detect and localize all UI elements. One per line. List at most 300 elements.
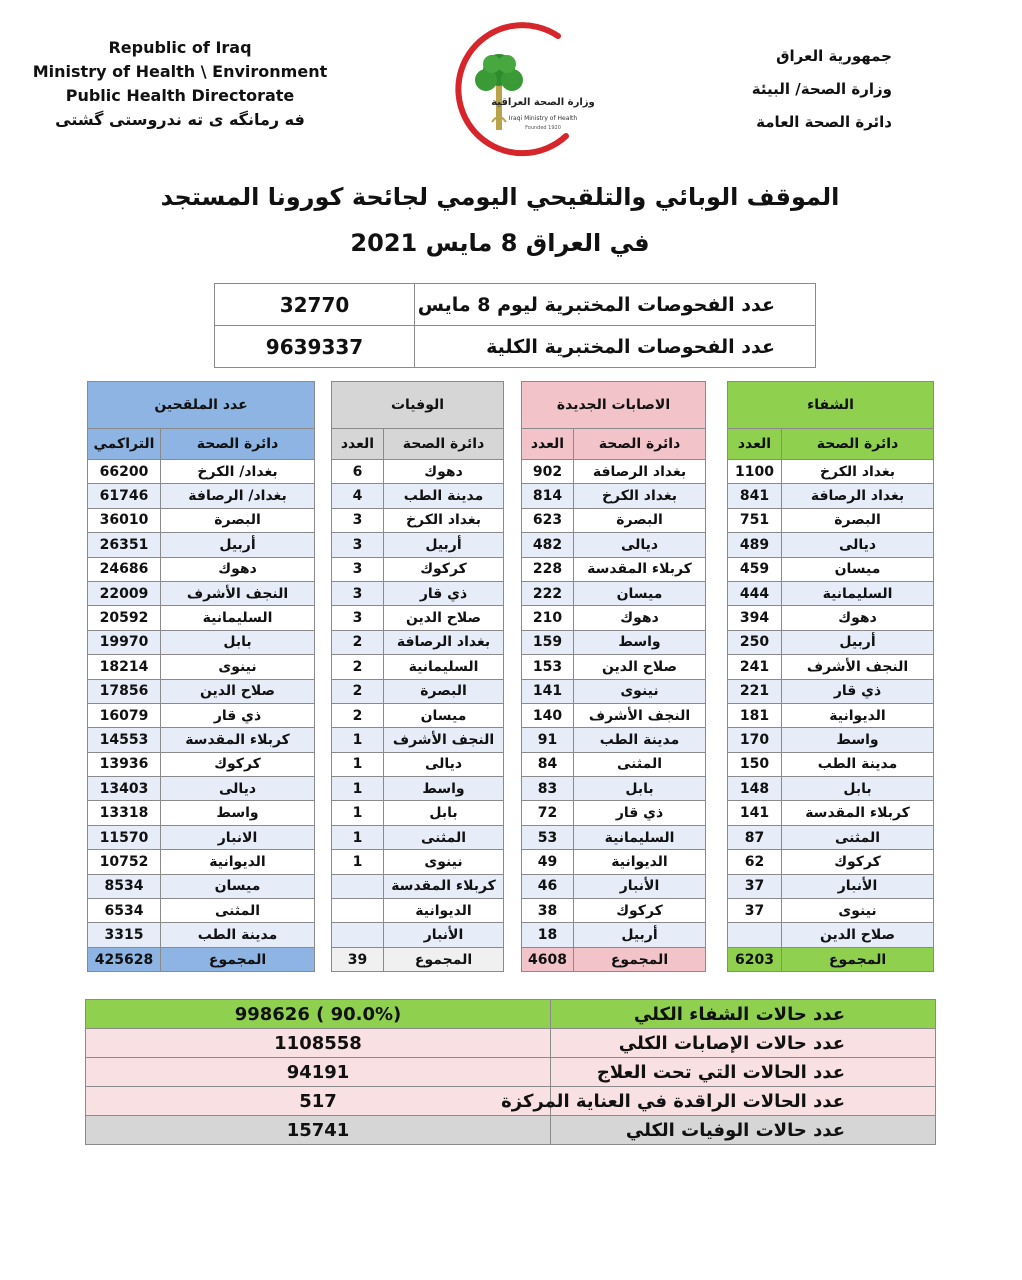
table-row <box>728 679 934 703</box>
row-number: 8534 <box>88 874 161 898</box>
table-row <box>88 899 315 923</box>
row-directorate: بابل <box>384 801 504 825</box>
row-number: 20592 <box>88 606 161 630</box>
row-number: 3 <box>332 508 384 532</box>
row-directorate: دهوك <box>161 557 315 581</box>
row-number: 66200 <box>88 460 161 484</box>
row-directorate: دهوك <box>782 606 934 630</box>
row-number: 150 <box>728 752 782 776</box>
row-directorate: صلاح الدين <box>574 655 706 679</box>
row-number: 62 <box>728 850 782 874</box>
row-directorate: الانبار <box>161 825 315 849</box>
table-row <box>522 679 706 703</box>
row-directorate: كركوك <box>574 899 706 923</box>
cases-column-header-row <box>522 429 706 460</box>
table-row <box>88 801 315 825</box>
recovery-total-label: المجموع <box>782 947 934 971</box>
table-row <box>88 874 315 898</box>
header-en-line: Ministry of Health \ Environment <box>32 62 328 81</box>
column-header-number: العدد <box>332 429 384 460</box>
table-row <box>728 581 934 605</box>
row-directorate: ديالى <box>161 777 315 801</box>
row-directorate: ذي قار <box>161 703 315 727</box>
deaths-total-value: 39 <box>332 947 384 971</box>
summary-value: 1108558 <box>86 1029 551 1058</box>
table-row <box>332 850 504 874</box>
row-number: 250 <box>728 630 782 654</box>
page-title: الموقف الوبائي والتلقيحي اليومي لجائحة كورونا المستجد <box>160 183 840 211</box>
row-directorate: نينوى <box>384 850 504 874</box>
cases-title-row <box>522 382 706 429</box>
recovery-column-header-row <box>728 429 934 460</box>
logo-founded: Founded 1920 <box>525 125 561 131</box>
row-number: 141 <box>728 801 782 825</box>
deaths-title: الوفيات <box>332 382 504 429</box>
table-row <box>88 679 315 703</box>
row-directorate: الأنبار <box>782 874 934 898</box>
table-row <box>728 606 934 630</box>
column-header-number: العدد <box>728 429 782 460</box>
table-row <box>728 825 934 849</box>
row-number: 181 <box>728 703 782 727</box>
summary-table <box>85 999 936 1145</box>
row-number: 841 <box>728 484 782 508</box>
deaths-total-label: المجموع <box>384 947 504 971</box>
deaths-table <box>331 381 504 972</box>
table-row <box>332 752 504 776</box>
row-number: 46 <box>522 874 574 898</box>
summary-row <box>86 1087 936 1116</box>
table-row <box>332 899 504 923</box>
row-number: 37 <box>728 874 782 898</box>
table-row <box>522 703 706 727</box>
row-number: 84 <box>522 752 574 776</box>
table-row <box>332 581 504 605</box>
table-row <box>728 703 934 727</box>
table-row <box>88 460 315 484</box>
vaccinated-total-label: المجموع <box>161 947 315 971</box>
row-directorate: البصرة <box>384 679 504 703</box>
row-directorate: كركوك <box>161 752 315 776</box>
summary-value: 15741 <box>86 1116 551 1145</box>
row-number: 459 <box>728 557 782 581</box>
row-number: 36010 <box>88 508 161 532</box>
row-directorate: كربلاء المقدسة <box>782 801 934 825</box>
row-directorate: بابل <box>782 777 934 801</box>
row-number: 18 <box>522 923 574 947</box>
table-row <box>332 874 504 898</box>
table-row <box>332 679 504 703</box>
row-directorate: الديوانية <box>782 703 934 727</box>
recovery-table <box>727 381 934 972</box>
table-row <box>332 508 504 532</box>
row-number: 13403 <box>88 777 161 801</box>
row-directorate: مدينة الطب <box>782 752 934 776</box>
header-arabic-block <box>752 40 892 139</box>
table-row <box>88 630 315 654</box>
row-number: 26351 <box>88 533 161 557</box>
row-number: 3315 <box>88 923 161 947</box>
cases-total-label: المجموع <box>574 947 706 971</box>
column-header-number: العدد <box>522 429 574 460</box>
row-number: 222 <box>522 581 574 605</box>
lab-tests-table <box>214 283 816 368</box>
summary-value: 998626 ( 90.0%) <box>86 1000 551 1029</box>
table-row <box>88 655 315 679</box>
row-directorate: ديالى <box>574 533 706 557</box>
header-ar-line: دائرة الصحة العامة <box>756 113 892 131</box>
row-number: 814 <box>522 484 574 508</box>
row-number: 13936 <box>88 752 161 776</box>
row-number: 241 <box>728 655 782 679</box>
row-number: 1 <box>332 825 384 849</box>
row-directorate: بغداد/ الرصافة <box>161 484 315 508</box>
row-directorate: دهوك <box>384 460 504 484</box>
vaccinated-total-value: 425628 <box>88 947 161 971</box>
row-directorate: النجف الأشرف <box>161 581 315 605</box>
table-row <box>522 630 706 654</box>
recovery-total-row <box>728 947 934 971</box>
table-row <box>332 606 504 630</box>
row-directorate: بغداد الرصافة <box>782 484 934 508</box>
row-directorate: أربيل <box>574 923 706 947</box>
table-row <box>332 460 504 484</box>
row-directorate: البصرة <box>782 508 934 532</box>
table-row <box>88 484 315 508</box>
table-row <box>332 923 504 947</box>
table-row <box>88 850 315 874</box>
vaccinated-total-row <box>88 947 315 971</box>
row-directorate: بابل <box>574 777 706 801</box>
row-directorate: الأنبار <box>384 923 504 947</box>
row-directorate: أربيل <box>161 533 315 557</box>
table-row <box>728 533 934 557</box>
row-directorate: بغداد/ الكرخ <box>161 460 315 484</box>
row-number: 3 <box>332 581 384 605</box>
table-row <box>88 606 315 630</box>
ministry-logo <box>432 22 595 167</box>
row-number: 1 <box>332 728 384 752</box>
row-number: 444 <box>728 581 782 605</box>
row-directorate: كربلاء المقدسة <box>161 728 315 752</box>
table-row <box>522 801 706 825</box>
row-number: 394 <box>728 606 782 630</box>
row-directorate: بغداد الرصافة <box>574 460 706 484</box>
row-number: 1 <box>332 801 384 825</box>
table-row <box>88 752 315 776</box>
row-directorate: بغداد الكرخ <box>384 508 504 532</box>
row-number: 49 <box>522 850 574 874</box>
row-number: 153 <box>522 655 574 679</box>
row-number <box>332 874 384 898</box>
tests-daily-label: عدد الفحوصات المختبرية ليوم 8 مايس <box>415 284 816 326</box>
header-ar-line: جمهورية العراق <box>776 47 892 65</box>
tests-row-total <box>215 326 816 368</box>
table-row <box>728 484 934 508</box>
table-row <box>522 728 706 752</box>
table-row <box>332 484 504 508</box>
table-row <box>332 703 504 727</box>
row-directorate: دهوك <box>574 606 706 630</box>
new-cases-table <box>521 381 706 972</box>
row-directorate: أربيل <box>782 630 934 654</box>
row-directorate: ميسان <box>574 581 706 605</box>
table-row <box>332 655 504 679</box>
row-number: 24686 <box>88 557 161 581</box>
row-number: 16079 <box>88 703 161 727</box>
row-number: 623 <box>522 508 574 532</box>
row-directorate: الأنبار <box>574 874 706 898</box>
row-directorate: واسط <box>384 777 504 801</box>
table-row <box>522 557 706 581</box>
row-number: 228 <box>522 557 574 581</box>
deaths-column-header-row <box>332 429 504 460</box>
row-directorate: النجف الأشرف <box>574 703 706 727</box>
row-directorate: السليمانية <box>384 655 504 679</box>
row-directorate: النجف الأشرف <box>384 728 504 752</box>
row-number: 6534 <box>88 899 161 923</box>
row-number: 1 <box>332 752 384 776</box>
row-directorate: نينوى <box>574 679 706 703</box>
tests-total-label: عدد الفحوصات المختبرية الكلية <box>415 326 816 368</box>
table-row <box>728 801 934 825</box>
table-row <box>522 460 706 484</box>
table-row <box>728 557 934 581</box>
row-directorate: الديوانية <box>384 899 504 923</box>
table-row <box>88 728 315 752</box>
ministry-logo-icon <box>432 22 595 167</box>
row-directorate: أربيل <box>384 533 504 557</box>
summary-row <box>86 1029 936 1058</box>
row-directorate: ديالى <box>384 752 504 776</box>
table-row <box>522 825 706 849</box>
row-directorate: السليمانية <box>161 606 315 630</box>
summary-row <box>86 1116 936 1145</box>
table-row <box>88 777 315 801</box>
cases-total-row <box>522 947 706 971</box>
row-directorate: كربلاء المقدسة <box>384 874 504 898</box>
tests-row-daily <box>215 284 816 326</box>
table-row <box>728 655 934 679</box>
row-directorate: صلاح الدين <box>384 606 504 630</box>
row-number: 2 <box>332 703 384 727</box>
row-number <box>728 923 782 947</box>
table-row <box>332 801 504 825</box>
table-row <box>728 460 934 484</box>
table-row <box>728 850 934 874</box>
row-directorate: كركوك <box>384 557 504 581</box>
table-row <box>728 752 934 776</box>
row-directorate: صلاح الدين <box>782 923 934 947</box>
column-header-health-directorate: دائرة الصحة <box>161 429 315 460</box>
row-directorate: المثنى <box>384 825 504 849</box>
column-header-health-directorate: دائرة الصحة <box>782 429 934 460</box>
row-directorate: واسط <box>574 630 706 654</box>
row-number: 11570 <box>88 825 161 849</box>
column-header-number: التراكمي <box>88 429 161 460</box>
row-number: 141 <box>522 679 574 703</box>
row-number: 2 <box>332 679 384 703</box>
row-number: 13318 <box>88 801 161 825</box>
table-row <box>332 825 504 849</box>
table-row <box>522 874 706 898</box>
summary-label: عدد الحالات التي تحت العلاج <box>551 1058 936 1087</box>
deaths-title-row <box>332 382 504 429</box>
row-number: 1 <box>332 850 384 874</box>
row-number: 17856 <box>88 679 161 703</box>
table-row <box>728 728 934 752</box>
row-directorate: ذي قار <box>782 679 934 703</box>
row-number: 61746 <box>88 484 161 508</box>
vaccinated-title: عدد الملقحين <box>88 382 315 429</box>
row-number <box>332 923 384 947</box>
row-directorate: بابل <box>161 630 315 654</box>
page-subtitle-date: في العراق 8 مايس 2021 <box>350 229 650 257</box>
table-row <box>728 777 934 801</box>
row-number: 14553 <box>88 728 161 752</box>
row-directorate: ميسان <box>782 557 934 581</box>
row-number: 148 <box>728 777 782 801</box>
row-number: 37 <box>728 899 782 923</box>
row-directorate: واسط <box>161 801 315 825</box>
cases-title: الاصابات الجديدة <box>522 382 706 429</box>
logo-english-name: Iraqi Ministry of Health <box>508 115 578 122</box>
row-number: 19970 <box>88 630 161 654</box>
logo-arabic-name: وزارة الصحة العراقية <box>491 97 595 108</box>
tests-total-value: 9639337 <box>215 326 415 368</box>
table-row <box>88 703 315 727</box>
row-number: 53 <box>522 825 574 849</box>
row-number: 3 <box>332 533 384 557</box>
table-row <box>522 923 706 947</box>
table-row <box>728 874 934 898</box>
row-directorate: ميسان <box>161 874 315 898</box>
table-row <box>522 899 706 923</box>
row-number: 22009 <box>88 581 161 605</box>
table-row <box>728 899 934 923</box>
vaccinated-table <box>87 381 315 972</box>
summary-label: عدد حالات الشفاء الكلي <box>551 1000 936 1029</box>
summary-label: عدد حالات الإصابات الكلي <box>551 1029 936 1058</box>
header-en-line: Republic of Iraq <box>108 38 252 57</box>
header-english-block <box>30 36 330 132</box>
table-row <box>522 508 706 532</box>
row-number: 221 <box>728 679 782 703</box>
row-number: 83 <box>522 777 574 801</box>
row-directorate: مدينة الطب <box>574 728 706 752</box>
row-directorate: صلاح الدين <box>161 679 315 703</box>
header-ar-line: وزارة الصحة/ البيئة <box>751 80 892 98</box>
table-row <box>88 923 315 947</box>
row-directorate: مدينة الطب <box>161 923 315 947</box>
row-directorate: ميسان <box>384 703 504 727</box>
summary-value: 517 <box>86 1087 551 1116</box>
row-number: 170 <box>728 728 782 752</box>
row-directorate: المثنى <box>161 899 315 923</box>
table-row <box>522 581 706 605</box>
row-directorate: بغداد الكرخ <box>574 484 706 508</box>
table-row <box>88 508 315 532</box>
row-directorate: ديالى <box>782 533 934 557</box>
row-directorate: البصرة <box>161 508 315 532</box>
row-directorate: الديوانية <box>161 850 315 874</box>
row-number: 902 <box>522 460 574 484</box>
row-directorate: بغداد الرصافة <box>384 630 504 654</box>
deaths-total-row <box>332 947 504 971</box>
table-row <box>332 533 504 557</box>
row-number: 10752 <box>88 850 161 874</box>
table-row <box>522 850 706 874</box>
row-number: 38 <box>522 899 574 923</box>
recovery-total-value: 6203 <box>728 947 782 971</box>
table-row <box>522 484 706 508</box>
table-row <box>522 777 706 801</box>
row-number: 3 <box>332 557 384 581</box>
table-row <box>88 825 315 849</box>
row-directorate: نينوى <box>782 899 934 923</box>
tests-daily-value: 32770 <box>215 284 415 326</box>
vaccinated-title-row <box>88 382 315 429</box>
table-row <box>88 581 315 605</box>
row-directorate: ذي قار <box>384 581 504 605</box>
row-directorate: المثنى <box>574 752 706 776</box>
vaccinated-column-header-row <box>88 429 315 460</box>
table-row <box>88 557 315 581</box>
summary-value: 94191 <box>86 1058 551 1087</box>
summary-row <box>86 1000 936 1029</box>
summary-label: عدد الحالات الراقدة في العناية المركزة <box>551 1087 936 1116</box>
summary-label: عدد حالات الوفيات الكلي <box>551 1116 936 1145</box>
table-row <box>332 728 504 752</box>
row-directorate: كركوك <box>782 850 934 874</box>
row-number: 489 <box>728 533 782 557</box>
row-directorate: واسط <box>782 728 934 752</box>
table-row <box>522 606 706 630</box>
row-number: 2 <box>332 655 384 679</box>
cases-total-value: 4608 <box>522 947 574 971</box>
row-directorate: البصرة <box>574 508 706 532</box>
row-directorate: النجف الأشرف <box>782 655 934 679</box>
row-directorate: السليمانية <box>782 581 934 605</box>
recovery-title: الشفاء <box>728 382 934 429</box>
header-kurdish-line: فه رمانگه ی ته ندروستی گشتی <box>55 110 305 129</box>
table-row <box>332 557 504 581</box>
row-number: 72 <box>522 801 574 825</box>
column-header-health-directorate: دائرة الصحة <box>384 429 504 460</box>
table-row <box>728 508 934 532</box>
row-number: 159 <box>522 630 574 654</box>
row-number: 1 <box>332 777 384 801</box>
row-number: 91 <box>522 728 574 752</box>
row-number: 3 <box>332 606 384 630</box>
column-header-health-directorate: دائرة الصحة <box>574 429 706 460</box>
row-number: 6 <box>332 460 384 484</box>
table-row <box>332 777 504 801</box>
table-row <box>522 752 706 776</box>
row-directorate: مدينة الطب <box>384 484 504 508</box>
row-number: 18214 <box>88 655 161 679</box>
row-number: 482 <box>522 533 574 557</box>
table-row <box>522 533 706 557</box>
row-directorate: كربلاء المقدسة <box>574 557 706 581</box>
row-number: 210 <box>522 606 574 630</box>
row-directorate: السليمانية <box>574 825 706 849</box>
table-row <box>728 630 934 654</box>
row-number: 140 <box>522 703 574 727</box>
row-directorate: بغداد الكرخ <box>782 460 934 484</box>
row-number: 1100 <box>728 460 782 484</box>
header-en-line: Public Health Directorate <box>65 86 295 105</box>
